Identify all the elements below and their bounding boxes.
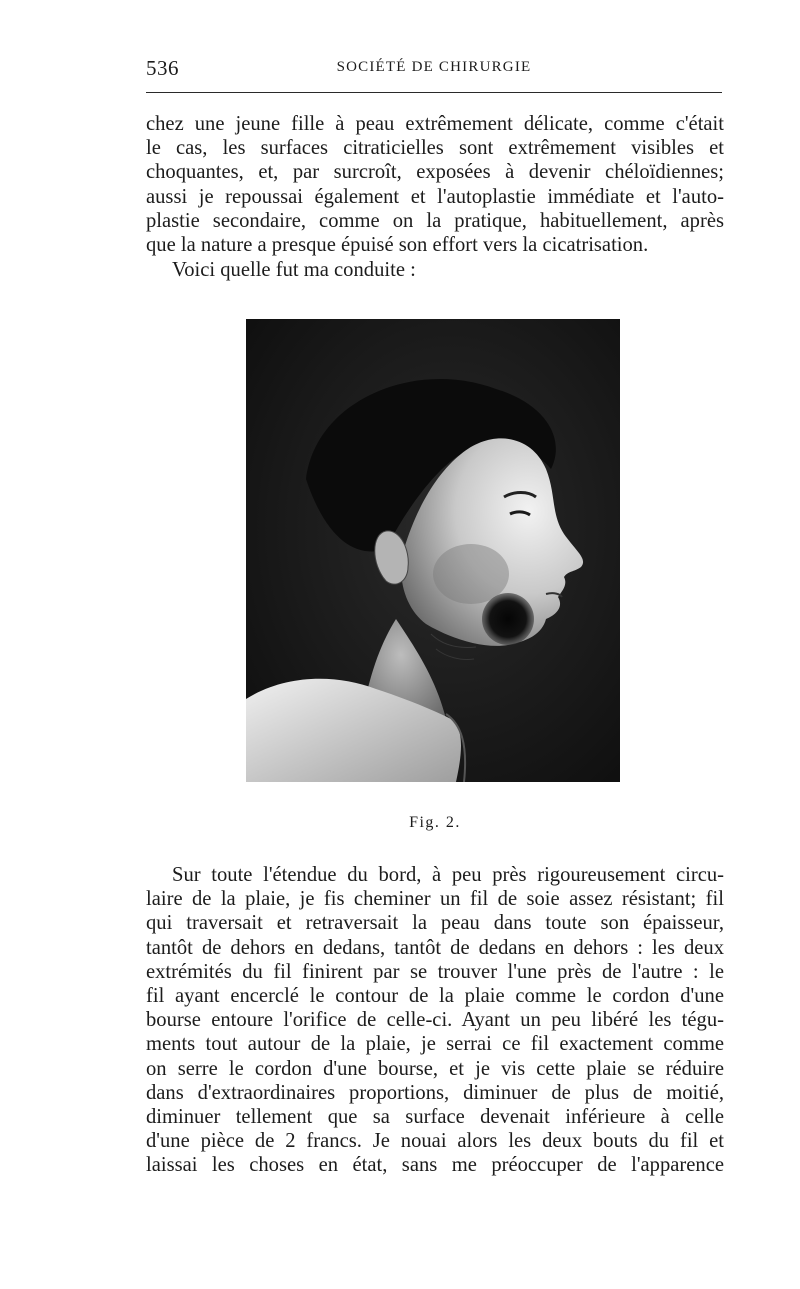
text-line: laissai les choses en état, sans me préoccuper de l'apparence (146, 1154, 724, 1177)
header-rule (146, 92, 722, 93)
figure-photograph (246, 319, 620, 782)
paragraph-1 (146, 112, 724, 257)
text-line: ments tout autour de la plaie, je serrai ce fil exactement comme (146, 1033, 724, 1056)
text-line: diminuer tellement que sa surface devenait inférieure à celle (146, 1105, 724, 1128)
text-line: choquantes, et, par surcroît, exposées à devenir chéloïdiennes; (146, 161, 724, 184)
text-line: que la nature a presque épuisé son effort vers la cicatrisation. (146, 233, 649, 256)
text-line: plastie secondaire, comme on la pratique, habituellement, après (146, 209, 724, 232)
text-line: aussi je repoussai également et l'autoplastie immédiate et l'auto- (146, 185, 724, 208)
text-line: le cas, les surfaces citraticielles sont extrêmement visibles et (146, 137, 724, 160)
text-line: fil ayant encerclé le contour de la plaie comme le cordon d'une (146, 984, 724, 1007)
text-line: laire de la plaie, je fis cheminer un fil de soie assez résistant; fil (146, 888, 724, 911)
page-header (146, 56, 722, 84)
page-number: 536 (146, 56, 179, 80)
text-line: on serre le cordon d'une bourse, et je vis cette plaie se réduire (146, 1057, 724, 1080)
text-line: extrémités du fil finirent par se trouver l'une près de l'autre : le (146, 960, 724, 983)
text-line: Sur toute l'étendue du bord, à peu près rigoureusement circu- (172, 864, 724, 886)
text-line: bourse entoure l'orifice de celle-ci. Ayant un peu libéré les tégu- (146, 1009, 724, 1032)
text-line: tantôt de dehors en dedans, tantôt de dedans en dehors : les deux (146, 936, 724, 959)
patient-portrait-image (246, 319, 620, 782)
paragraph-3 (146, 863, 724, 1177)
text-line: Voici quelle fut ma conduite : (172, 259, 416, 281)
text-line: d'une pièce de 2 francs. Je nouai alors les deux bouts du fil et (146, 1130, 724, 1153)
running-title: SOCIÉTÉ DE CHIRURGIE (336, 59, 532, 75)
text-line: qui traversait et retraversait la peau dans toute son épaisseur, (146, 912, 724, 935)
paragraph-2 (146, 258, 724, 282)
text-line: dans d'extraordinaires proportions, diminuer de plus de moitié, (146, 1081, 724, 1104)
text-line: chez une jeune fille à peau extrêmement délicate, comme c'était (146, 113, 724, 135)
figure-caption: Fig. 2. (409, 814, 461, 831)
